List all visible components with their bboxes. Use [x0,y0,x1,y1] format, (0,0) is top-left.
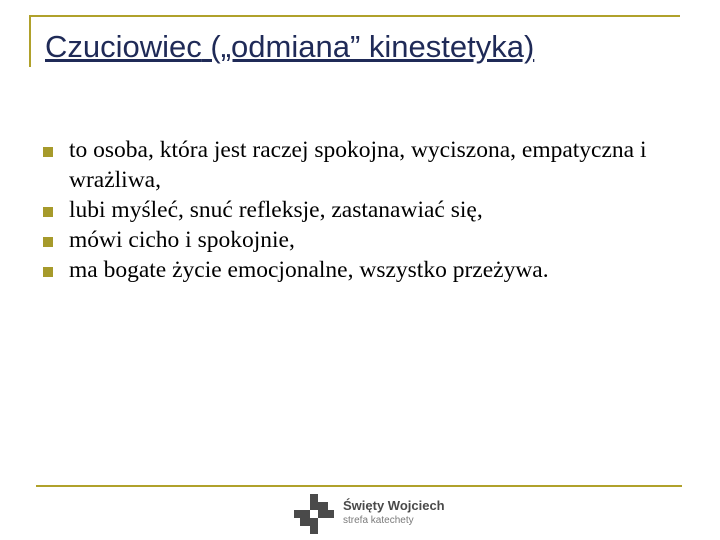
bullet-text: to osoba, która jest raczej spokojna, wyciszona, empatyczna i wrażliwa, [69,137,647,193]
footer-divider [36,485,682,487]
logo-name: Święty Wojciech [343,498,445,513]
bullet-text: ma bogate życie emocjonalne, wszystko przeżywa. [69,257,549,283]
bullet-item [40,135,700,195]
title-frame-top-border [29,15,680,17]
bullet-list [40,135,700,285]
bullet-item [40,255,700,285]
bullet-text: mówi cicho i spokojnie, [69,227,295,253]
square-bullet-icon [43,267,53,277]
logo-subtitle: strefa katechety [343,515,414,526]
slide-title [45,28,534,65]
title-frame-left-border [29,15,31,67]
bullet-item [40,195,700,225]
square-bullet-icon [43,237,53,247]
bullet-item [40,225,700,255]
cross-logo-icon [292,492,336,536]
footer-logo [292,492,452,536]
bullet-text: lubi myśleć, snuć refleksje, zastanawiać się, [69,197,483,223]
slide-title-main: Czuciowiec [45,29,202,64]
square-bullet-icon [43,207,53,217]
slide-title-rest: („odmiana” kinestetyka) [201,29,535,64]
square-bullet-icon [43,147,53,157]
